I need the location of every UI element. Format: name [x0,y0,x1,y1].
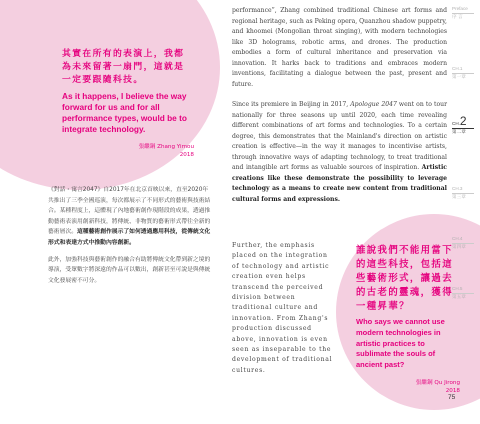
body-text-chinese [48,185,212,292]
attribution-name: 張繼鋼 Zhang Yimou [138,144,194,150]
body-paragraph-en-3: Further, the emphasis placed on the integration of technology and artistic creation even helps transcend the perceived division between traditional culture and innovation. From Zhang's production discussed above, innovation is even seen as inseparable to the development of traditional cultures. [232,242,333,374]
pull-quote-right-zh: 誰說我們不能用當下的這些科技，包括這些藝術形式，讓過去的古老的靈魂，獲得一種昇華？ [356,245,453,312]
pull-quote-left [62,48,194,159]
nav-ch2-label: CH.2 [452,114,467,128]
nav-item-ch2[interactable]: CH.2 第二章 [452,118,478,136]
body-paragraph-en-2-bold: Artistic creations like these demonstrate the possibility to leverage technology as a means to create new content from traditional cultural forms and expressions. [232,164,447,203]
body-paragraph-1-bold: 這種藝術創作展示了如何透過應用科技，從傳統文化形式和表達方式中推動內容創新。 [48,229,211,246]
nav-item-ch4[interactable]: CH.4 第四章 [452,236,466,250]
nav-item-ch3[interactable]: CH.3 第三章 [452,186,466,200]
nav-item-ch1[interactable]: CH.1 第一章 [452,66,466,80]
nav-item-preface[interactable]: Preface 序 言 [452,6,468,20]
pull-quote-zh: 其實在所有的表演上，我都為未來留著一扇門，這就是一定要跟隨科技。 [62,49,185,85]
body-paragraph-en-2: Since its premiere in Beijing in 2017, Apologue 2047 went on to tour nationally for three seasons up until 2020, each time revealing different combinations of art forms and technologies. To a certain degree, this demonstrates that the Mainland's direction on artistic creation is effective—in the way it manages to incentivise artists, through innovative ways of adapting technology, to treat traditional and intangible art forms as valuable sources of inspiration. Artistic creations like these demonstrate the possibility to leverage technology as a means to create new content from traditional cultural forms and expressions. [232,101,447,203]
attribution-right-name: 張繼鋼 Qu Jirong [415,379,460,386]
attribution-year: 2018 [179,152,194,158]
body-paragraph-en-1: performance”, Zhang combined traditional Chinese art forms and regional heritage, such as Peking opera, Quanzhou shadow puppetry, and khoomei (Mongolian throat singing), with modern technologies like 3D holograms, robotic arms, and drones. The production embodies a form of cultural inheritance and preservation via innovation. It harks back to traditions and embraces modern inventions, facilitating a dialogue between the past, present and future. [232,7,447,88]
pull-quote-right-attribution [356,379,460,395]
body-paragraph-1: 《對話・寓言2047》自2017年在北京首映以來，直至2020年共推出了三季全國巡演，每次都展示了不同形式的藝術與技術結合。某種程度上，這體現了內地藝術創作現階段的成果，透過推動藝術表演用創新科技，將傳統、非物質的藝術形式帶往全新的藝術層次。這種藝術創作展示了如何透過應用科技，從傳統文化形式和表達方式中推動內容創新。 [48,187,211,246]
pull-quote-right-en: Who says we cannot use modern technologies in artistic practices to sublimate the souls of ancient past? [356,317,445,370]
attribution-right-year: 2018 [445,387,460,394]
nav-item-ch5[interactable]: CH.5 第五章 [452,286,466,300]
pull-quote-right [356,244,460,395]
pull-quote-attribution [62,143,194,159]
page-number: 75 [448,394,456,401]
body-text-english [232,6,447,215]
pull-quote-en: As it happens, I believe the way forward for us and for all performance types, would be to integrate technology. [62,91,187,134]
production-title: Apologue 2047 [350,101,397,108]
body-paragraph-2: 此外，加強科技與藝術創作的融合有助將傳統文化帶到新之境的導演，受眾數字將深遠的作品可以數出，創新甚至可說是與傳統文化發展密不可分。 [48,256,211,284]
